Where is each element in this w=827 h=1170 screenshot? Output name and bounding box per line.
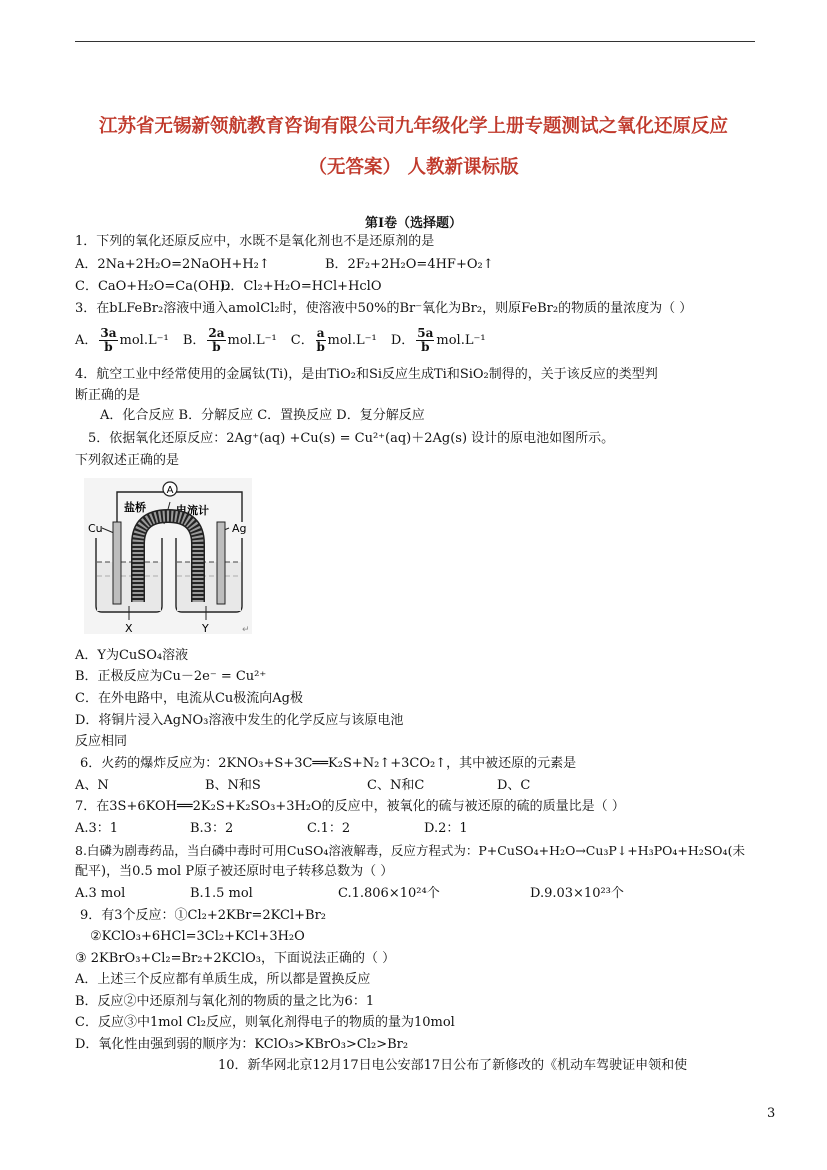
q1-stem: 1．下列的氧化还原反应中，水既不是氧化剂也不是还原剂的是 [75,234,435,249]
q9-reaction-2: ②KClO₃+6HCl=3Cl₂+KCl+3H₂O [90,929,305,944]
page-number: 3 [767,1106,776,1121]
q5-stem-line2: 下列叙述正确的是 [75,453,180,468]
paragraph-mark: ↵ [242,625,250,634]
q8-option-a: A.3 mol [75,886,126,901]
q7-option-d: D.2：1 [424,821,468,836]
q6-option-b: B、N和S [205,778,261,793]
cu-electrode [113,522,121,604]
cu-electrode-label: Cu [88,522,103,535]
page-title: 江苏省无锡新领航教育咨询有限公司九年级化学上册专题测试之氧化还原反应 [98,116,728,137]
ag-electrode [217,522,225,604]
q8-option-b: B.1.5 mol [190,886,253,901]
q1-option-b: B．2F₂+2H₂O=4HF+O₂↑ [325,257,494,272]
q5-option-b: B．正极反应为Cu－2e⁻ = Cu²⁺ [75,669,267,684]
q1-option-a: A．2Na+2H₂O=2NaOH+H₂↑ [75,257,270,272]
q3-c-unit: mol.L⁻¹ [327,333,377,348]
q9-reaction-3: ③ 2KBrO₃+Cl₂=Br₂+2KClO₃，下面说法正确的（ ） [75,951,396,966]
q1-option-d: D．Cl₂+H₂O=HCl+HclO [220,279,382,294]
ammeter-label: 电流计 [176,504,209,517]
q3-b-fraction: $\frac{2a}{b}$ [208,326,225,354]
q8-option-d: D.9.03×10²³个 [530,886,624,901]
ammeter-symbol: A [166,485,174,496]
q5-stem-line1: 5．依据氧化还原反应：2Ag⁺(aq) +Cu(s) = Cu²⁺(aq)＋2Ag(s) 设计的原电池如图所示。 [88,431,615,446]
solution-y-label: Y [202,622,209,634]
q3-a-fraction: $\frac{3a}{b}$ [100,326,117,354]
q8-option-c: C.1.806×10²⁴个 [338,886,440,901]
q4-options: A．化合反应 B．分解反应 C．置换反应 D．复分解反应 [100,408,425,423]
q10-stem: 10．新华网北京12月17日电公安部17日公布了新修改的《机动车驾驶证申领和使 [218,1058,688,1073]
q3-options [75,323,765,359]
q9-option-d: D．氧化性由强到弱的顺序为：KClO₃>KBrO₃>Cl₂>Br₂ [75,1037,409,1052]
q3-a-label: A． [75,333,98,348]
header-rule [75,41,755,42]
q3-d-fraction: $\frac{5a}{b}$ [417,326,434,354]
q1-option-c: C．CaO+H₂O=Ca(OH)₂ [75,279,231,294]
q3-b-label: B． [182,333,206,348]
q3-d-unit: mol.L⁻¹ [436,333,486,348]
q3-c-label: C． [290,333,314,348]
q5-option-c: C．在外电路中，电流从Cu极流向Ag极 [75,691,303,706]
q7-option-b: B.3：2 [190,821,234,836]
section-heading: 第Ⅰ卷（选择题） [364,216,463,231]
galvanic-cell-diagram [84,478,252,634]
q3-b-unit: mol.L⁻¹ [227,333,277,348]
q4-stem-line2: 断正确的是 [75,388,141,403]
q6-option-c: C、N和C [367,778,425,793]
q3-a-unit: mol.L⁻¹ [119,333,169,348]
q9-option-b: B．反应②中还原剂与氧化剂的物质的量之比为6：1 [75,994,375,1009]
q9-option-c: C．反应③中1mol Cl₂反应，则氧化剂得电子的物质的量为10mol [75,1015,455,1030]
q5-option-d-line2: 反应相同 [75,734,128,749]
q4-stem-line1: 4．航空工业中经常使用的金属钛(Ti)，是由TiO₂和Si反应生成Ti和SiO₂制得的，关于该反应的类型判 [75,367,658,382]
q5-option-a: A．Y为CuSO₄溶液 [75,648,189,663]
q6-option-d: D、C [497,778,531,793]
q8-stem-line2: 配平)，当0.5 mol P原子被还原时电子转移总数为（ ） [75,864,394,879]
q3-c-fraction: $\frac{a}{b}$ [316,326,325,354]
q8-stem-line1: 8.白磷为剧毒药品，当白磷中毒时可用CuSO₄溶液解毒，反应方程式为：P+CuSO₄+H₂O→Cu₃P↓+H₃PO₄+H₂SO₄(未 [75,843,745,858]
q9-stem: 9．有3个反应：①Cl₂+2KBr=2KCl+Br₂ [80,908,327,923]
ag-electrode-label: Ag [232,522,247,535]
q3-d-label: D． [390,333,415,348]
q5-option-d-line1: D．将铜片浸入AgNO₃溶液中发生的化学反应与该原电池 [75,713,404,728]
page-subtitle: （无答案） 人教新课标版 [308,157,519,178]
salt-bridge-label: 盐桥 [124,501,146,514]
q9-option-a: A．上述三个反应都有单质生成，所以都是置换反应 [75,972,371,987]
q7-option-c: C.1：2 [307,821,351,836]
q6-option-a: A、N [75,778,109,793]
q3-stem: 3．在bLFeBr₂溶液中通入amolCl₂时，使溶液中50%的Br⁻氧化为Br₂，则原FeBr₂的物质的量浓度为（ ） [75,301,693,316]
q7-option-a: A.3：1 [75,821,119,836]
solution-x-label: X [125,622,133,634]
galvanic-cell-figure [84,478,252,634]
q7-stem: 7．在3S+6KOH══2K₂S+K₂SO₃+3H₂O的反应中，被氧化的硫与被还原的硫的质量比是（ ） [75,799,625,814]
q6-stem: 6．火药的爆炸反应为：2KNO₃+S+3C══K₂S+N₂↑+3CO₂↑，其中被还原的元素是 [80,756,577,771]
